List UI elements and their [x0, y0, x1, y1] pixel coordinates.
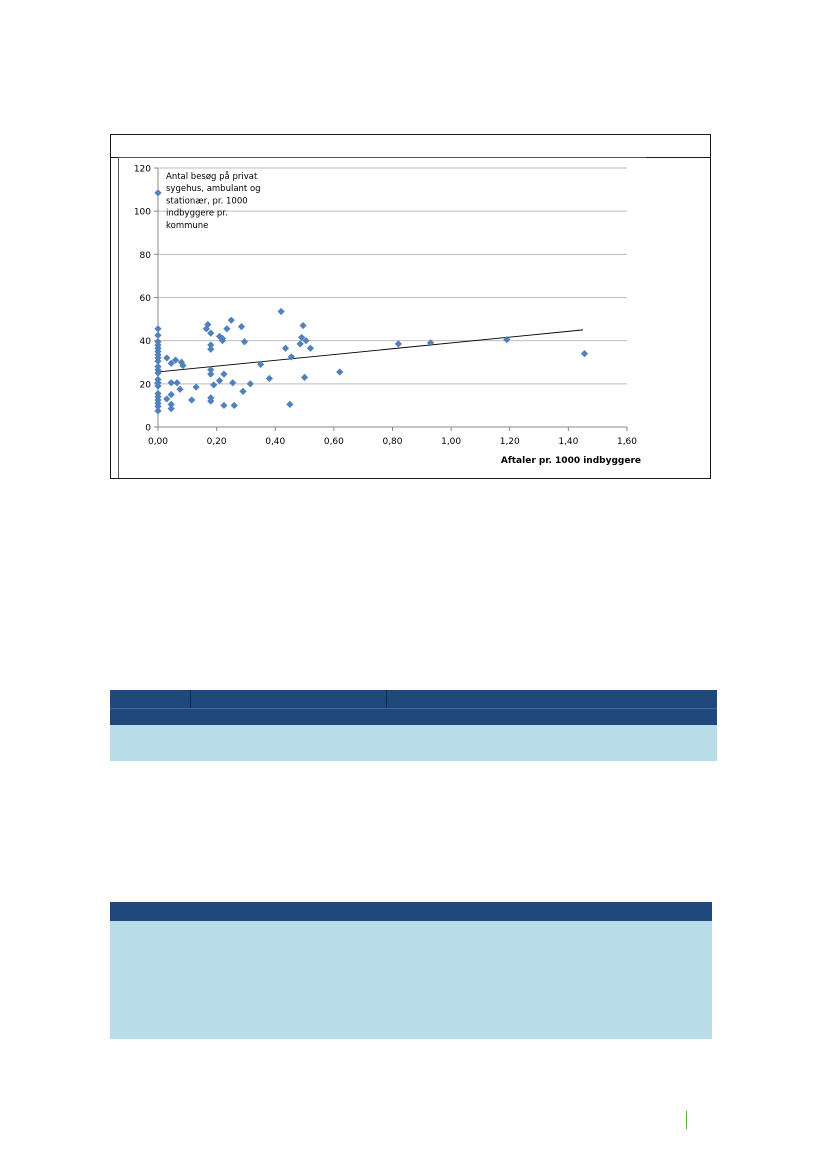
y-tick-label: 120 — [133, 164, 151, 175]
page-number-marker — [686, 1111, 687, 1129]
data-point — [229, 379, 236, 386]
data-point — [168, 391, 175, 398]
data-point — [286, 401, 293, 408]
data-point — [154, 189, 161, 196]
table-2-header — [110, 902, 712, 921]
y-tick-label: 40 — [139, 337, 151, 348]
data-points — [154, 189, 588, 414]
x-tick-label: 0,40 — [265, 437, 286, 447]
data-point — [210, 381, 217, 388]
x-tick-label: 0,80 — [382, 437, 403, 447]
annotation-line: kommune — [166, 220, 209, 231]
data-point — [238, 323, 245, 330]
data-point — [207, 330, 214, 337]
y-tick-label: 0 — [145, 423, 151, 434]
data-point — [220, 402, 227, 409]
x-tick-label: 1,20 — [499, 437, 520, 447]
data-point — [307, 345, 314, 352]
annotation-line: indbyggere pr. — [166, 208, 228, 219]
data-point — [216, 377, 223, 384]
data-point — [231, 402, 238, 409]
y-tick-label: 80 — [139, 250, 151, 261]
annotation-line: Antal besøg på privat — [166, 172, 258, 182]
y-tick-label: 20 — [139, 380, 151, 391]
x-tick-label: 0,00 — [147, 437, 169, 447]
y-axis-ticks — [134, 165, 158, 434]
data-point — [395, 340, 402, 347]
data-point — [193, 383, 200, 390]
data-point — [282, 345, 289, 352]
x-tick-label: 0,20 — [206, 437, 227, 447]
data-point — [176, 386, 183, 393]
data-point — [266, 375, 273, 382]
data-point — [228, 317, 235, 324]
data-point — [163, 395, 170, 402]
y-tick-label: 100 — [133, 207, 151, 218]
data-point — [223, 325, 230, 332]
data-point — [154, 407, 161, 414]
y-tick-label: 60 — [139, 294, 151, 304]
data-point — [241, 338, 248, 345]
table-2-body — [110, 921, 712, 1039]
table-1-column-divider — [190, 690, 191, 708]
data-point — [299, 322, 306, 329]
data-point — [336, 368, 343, 375]
x-tick-label: 1,60 — [616, 437, 638, 447]
data-point — [301, 374, 308, 381]
data-point — [154, 332, 161, 339]
data-point — [163, 354, 170, 361]
table-1-subheader — [110, 708, 717, 725]
data-point — [188, 396, 195, 403]
annotation-line: stationær, pr. 1000 — [166, 196, 248, 207]
data-point — [207, 346, 214, 353]
x-axis-label: Aftaler pr. 1000 indbyggere — [500, 456, 641, 466]
data-point — [239, 388, 246, 395]
y-axis-annotation — [166, 171, 261, 231]
x-tick-label: 0,60 — [323, 437, 344, 447]
x-tick-label: 1,40 — [558, 437, 579, 447]
data-point — [247, 380, 254, 387]
data-point — [173, 379, 180, 386]
data-point — [154, 325, 161, 332]
annotation-line: sygehus, ambulant og — [166, 184, 261, 195]
x-tick-label: 1,00 — [441, 437, 462, 447]
data-point — [220, 371, 227, 378]
table-1-body — [110, 725, 717, 761]
data-point — [581, 350, 588, 357]
table-1-header — [110, 690, 717, 708]
data-point — [207, 371, 214, 378]
table-1-column-divider — [386, 690, 387, 708]
data-point — [168, 405, 175, 412]
data-point — [278, 308, 285, 315]
data-point — [297, 340, 304, 347]
x-axis-ticks — [148, 427, 637, 447]
